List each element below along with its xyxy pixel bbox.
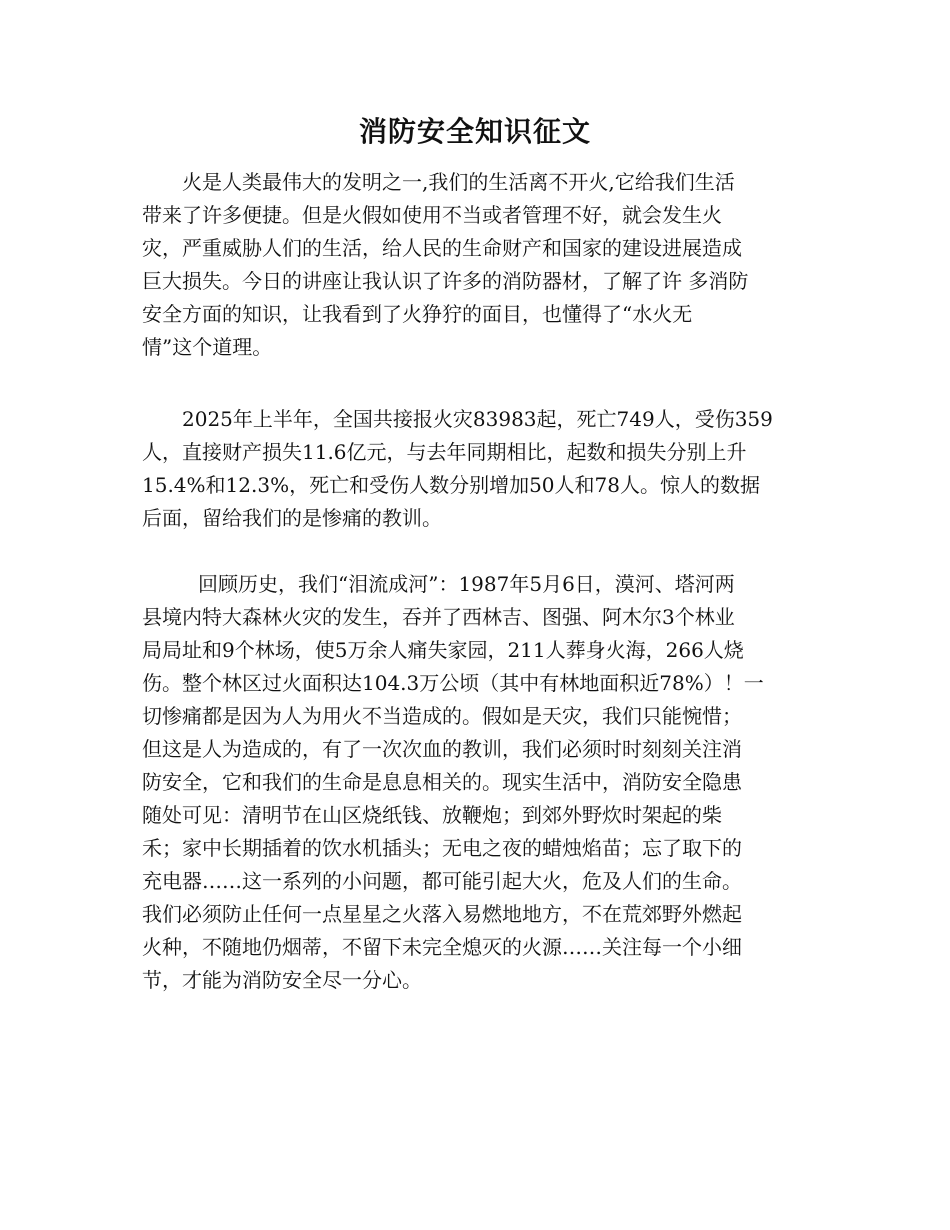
text-line: 回顾历史，我们“泪流成河”：1987年5月6日，漠河、塔河两	[198, 572, 735, 596]
paragraph-3	[142, 568, 814, 997]
text-line: 带来了许多便捷。但是火假如使用不当或者管理不好，就会发生火	[142, 203, 722, 227]
document-title: 消防安全知识征文	[358, 115, 591, 148]
text-line: 局局址和9个林场，使5万余人痛失家园，211人葬身火海，266人烧	[142, 638, 744, 662]
text-line: 火是人类最伟大的发明之一,我们的生活离不开火,它给我们生活	[182, 170, 735, 194]
text-line: 但这是人为造成的，有了一次次血的教训，我们必须时时刻刻关注消	[142, 737, 742, 761]
text-line: 防安全，它和我们的生命是息息相关的。现实生活中，消防安全隐患	[142, 770, 742, 794]
text-line: 巨大损失。今日的讲座让我认识了许多的消防器材，了解了许 多消防	[142, 269, 749, 293]
text-line: 后面，留给我们的是惨痛的教训。	[142, 506, 442, 530]
text-line: 县境内特大森林火灾的发生，吞并了西林吉、图强、阿木尔3个林业	[142, 605, 735, 629]
text-line: 2025年上半年，全国共接报火灾83983起，死亡749人，受伤359	[182, 407, 773, 431]
text-line: 人，直接财产损失11.6亿元，与去年同期相比，起数和损失分别上升	[142, 440, 747, 464]
text-line: 我们必须防止任何一点星星之火落入易燃地地方，不在荒郊野外燃起	[142, 902, 742, 926]
paragraph-1	[142, 166, 814, 364]
text-line: 情”这个道理。	[142, 335, 273, 359]
text-line: 节，才能为消防安全尽一分心。	[142, 968, 422, 992]
text-line: 安全方面的知识，让我看到了火狰狞的面目，也懂得了“水火无	[142, 302, 693, 326]
text-line: 伤。整个林区过火面积达104.3万公顷（其中有林地面积近78%）！一	[142, 671, 764, 695]
text-line: 随处可见：清明节在山区烧纸钱、放鞭炮；到郊外野炊时架起的柴	[142, 803, 722, 827]
text-line: 禾；家中长期插着的饮水机插头；无电之夜的蜡烛焰苗；忘了取下的	[142, 836, 742, 860]
text-line: 15.4%和12.3%，死亡和受伤人数分别增加50人和78人。惊人的数据	[142, 473, 760, 497]
text-line: 充电器……这一系列的小问题，都可能引起大火，危及人们的生命。	[142, 869, 742, 893]
text-line: 灾，严重威胁人们的生活，给人民的生命财产和国家的建设进展造成	[142, 236, 742, 260]
paragraph-2	[142, 403, 814, 535]
text-line: 火种，不随地仍烟蒂，不留下未完全熄灭的火源……关注每一个小细	[142, 935, 742, 959]
text-line: 切惨痛都是因为人为用火不当造成的。假如是天灾，我们只能惋惜；	[142, 704, 742, 728]
